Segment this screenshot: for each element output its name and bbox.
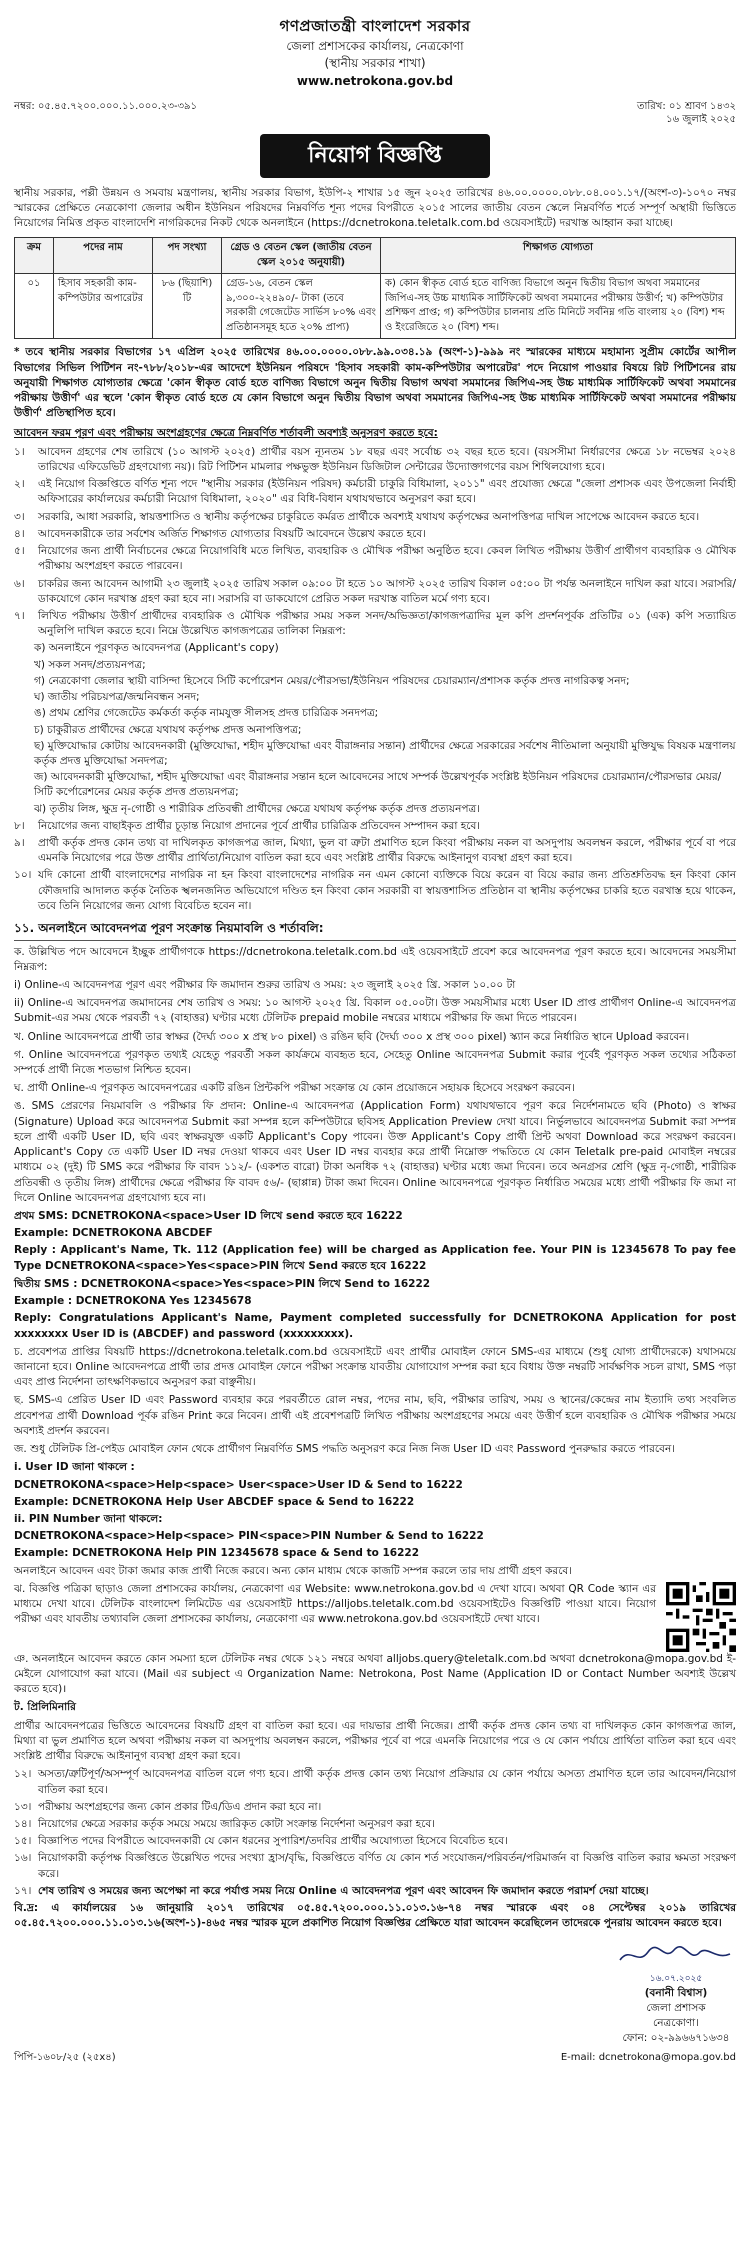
online-step-i: ঝ. বিজ্ঞপ্তি পত্রিকা ছাড়াও জেলা প্রশাসকের কার্যালয়, নেত্রকোণা এর Website: www.netrokona.gov.bd এ দেখা যাবে। অথবা QR Code স্ক্যান এর মাধ্যমে দেখা যাবে। টেলিটক বাংলাদেশ লিমিটেড এর ওয়েবসাইট https://alljobs.teletalk.com.bd ওয়েবসাইটেও বিজ্ঞপ্তিটি পাওয়া যাবে। নিয়োগ পরীক্ষা এবং যাবতীয় তথ্যাবলি জেলা প্রশাসকের কার্যালয়, নেত্রকোণা এর www.netrokona.gov.bd ওয়েবসাইটে দেখা যাবে।: [14, 1582, 656, 1626]
list-item: [14, 510, 736, 525]
list-item: [14, 1834, 736, 1849]
qr-code-icon[interactable]: [666, 1582, 736, 1652]
footer-row: [14, 2051, 736, 2066]
cell-post: হিসাব সহকারী কাম-কম্পিউটার অপারেটর: [54, 274, 153, 339]
after-sms-note: অনলাইনে আবেদন এবং টাকা জমার কাজ প্রার্থী নিজে করবে। অন্য কোন মাধ্যম থেকে কাজটি সম্পন্ন করলে তার দায় প্রার্থী গ্রহণ করবে।: [14, 1564, 573, 1577]
item-text: আবেদন গ্রহণের শেষ তারিখে (১০ আগস্ট ২০২৫) প্রার্থীর বয়স ন্যূনতম ১৮ বছর এবং সর্বোচ্চ ৩২ বছর হতে হবে। (বয়সসীমা নির্ধারণের ক্ষেত্রে ১৮ নভেম্বর ২০২৪ তারিখের এফিডেভিট গ্রহণযোগ্য নয়)। রিট পিটিশন মামলার পক্ষভুক্ত ইউনিয়ন ডিজিটাল সেন্টারের উদ্যোক্তাগণের বয়স শিথিলযোগ্য হবে।: [38, 445, 736, 473]
online-step-b: খ. Online আবেদনপত্রে প্রার্থী তার স্বাক্ষর (দৈর্ঘ্য ৩০০ x প্রস্থ ৮০ pixel) ও রঙিন ছবি (দৈর্ঘ্য ৩০০ x প্রস্থ ৩০০ pixel) স্ক্যান করে নির্ধারিত স্থানে Upload করবেন।: [14, 1030, 690, 1043]
item-text: নিয়োগের ক্ষেত্রে সরকার কর্তৃক সময়ে সময়ে জারিকৃত কোটা সংক্রান্ত নির্দেশনা অনুসরণ করা হবে।: [38, 1818, 435, 1831]
lost-user-example: Example: DCNETROKONA Help User ABCDEF space & Send to 16222: [14, 1495, 415, 1508]
item-text: পরীক্ষায় অংশগ্রহণের জন্য কোন প্রকার টিএ/ডিএ প্রদান করা হবে না।: [38, 1800, 322, 1813]
signatory-office: নেত্রকোণা।: [652, 2017, 699, 2030]
col-count: পদ সংখ্যা: [153, 238, 222, 274]
document-item: খ) সকল সনদ/প্রত্যয়নপত্র;: [34, 658, 146, 671]
item-text: শেষ তারিখ ও সময়ের জন্য অপেক্ষা না করে পর্যাপ্ত সময় নিয়ে Online এ আবেদনপত্র পূরণ এবং আবেদন ফি জমাদান করতে পরামর্শ দেয়া যাচ্ছে।: [38, 1884, 649, 1897]
sms1-reply: Reply : Applicant's Name, Tk. 112 (Application fee) will be charged as Application fee. Your PIN is 12345678 To pay fee Type DCNETROKONA<space>Yes<space>PIN লিখে Send করতে হবে 16222: [14, 1244, 736, 1272]
list-item: [14, 445, 736, 475]
item-text: লিখিত পরীক্ষায় উত্তীর্ণ প্রার্থীদের ব্যবহারিক ও মৌখিক পরীক্ষার সময় সকল সনদ/অভিজ্ঞতা/কাগজপত্রাদির মূল কপি প্রদর্শনপূর্বক প্রতিটির ০১ (এক) কপি সত্যায়িত অনুলিপি দাখিল করতে হবে। নিম্নে উল্লেখিত কাগজপত্রের তালিকা নিম্নরূপ:: [38, 609, 736, 638]
online-step-k-title: ট. প্রিলিমিনারি: [14, 1701, 76, 1714]
item-text: এই নিয়োগ বিজ্ঞপ্তিতে বর্ণিত শূন্য পদে "স্থানীয় সরকার (ইউনিয়ন পরিষদ) কর্মচারী চাকুরি বিধিমালা, ২০১১" এবং প্রযোজ্য ক্ষেত্রে "জেলা প্রশাসক এবং উপজেলা নির্বাহী অফিসারের কার্যালয়ের কর্মচারী নিয়োগ বিধিমালা, ২০২০" এর বিধি-বিধান যথাযথভাবে অনুসরণ করা হবে।: [38, 478, 736, 506]
item-number: ৮।: [14, 819, 25, 832]
item-number: ১৩।: [14, 1800, 32, 1813]
conditions-title: আবেদন ফরম পূরণ এবং পরীক্ষায় অংশগ্রহণের ক্ষেত্রে নিম্নবর্ণিত শর্তাবলী অবশ্যই অনুসরণ করতে হবে:: [14, 426, 438, 439]
memo-number: নম্বর: ০৫.৪৫.৭২০০.০০০.১১.০০০.২৩-৩৯১: [14, 100, 198, 112]
item-text: বিজ্ঞাপিত পদের বিপরীতে আবেদনকারী যে কোন ধরনের সুপারিশ/তদবির প্রার্থীর অযোগ্যতা হিসেবে বিবেচিত হবে।: [38, 1835, 508, 1848]
posts-table: [14, 237, 736, 339]
item-text: অসত্য/ত্রুটিপূর্ণ/অসম্পূর্ণ আবেদনপত্র বাতিল বলে গণ্য হবে। প্রার্থী কর্তৃক প্রদত্ত কোন তথ্য নিয়োগ প্রক্রিয়ার যে কোন পর্যায়ে অসত্য প্রমাণিত হলে তার আবেদন/নিয়োগ বাতিল করা হবে।: [38, 1768, 736, 1796]
item-number: ১।: [14, 445, 25, 458]
signatory-phone: ফোন: ০২-৯৯৬৬৭১৬৩৪: [622, 2032, 730, 2045]
memo-row: [14, 100, 736, 126]
signature-date: ১৬.০৭.২০২৫: [649, 1973, 703, 1984]
document-item: জ) আবেদনকারী মুক্তিযোদ্ধা, শহীদ মুক্তিযোদ্ধা এবং বীরাঙ্গনার সন্তান হলে আবেদনের সাথে সম্পর্ক উল্লেখপূর্বক সংশ্লিষ্ট ইউনিয়ন পরিষদের চেয়ারম্যান/পৌরসভার মেয়র/সিটি কর্পোরেশনের মেয়র কর্তৃক প্রদত্ত প্রত্যয়নপত্র;: [34, 771, 722, 799]
online-section-heading: ১১. অনলাইনে আবেদনপত্র পূরণ সংক্রান্ত নিয়মাবলি ও শর্তাবলি:: [14, 920, 736, 940]
item-text: সরকারি, আধা সরকারি, স্বায়ত্তশাসিত ও স্থানীয় কর্তৃপক্ষের চাকুরিতে কর্মরত প্রার্থীকে অবশ্যই যথাযথ কর্তৃপক্ষের অনাপত্তিপত্র দাখিল সাপেক্ষে আবেদন করতে হবে।: [38, 510, 700, 523]
online-step-k: প্রার্থীর আবেদনপত্রের ভিত্তিতে আবেদনের বিষয়টি গ্রহণ বা বাতিল করা হবে। এর দায়ভার প্রার্থী নিজের। প্রার্থী কর্তৃক প্রদত্ত কোন তথ্য বা দাখিলকৃত কোন কাগজপত্র জাল, মিথ্যা বা ভুল প্রমাণিত হলে অথবা পরীক্ষায় নকল বা অসদুপায় অবলম্বন করলে, পরীক্ষার পূর্বে বা পরে এমনকি নিয়োগের পরে ও যে কোন পর্যায়ে প্রার্থিতা বাতিল করা হবে এবং সংশ্লিষ্ট প্রার্থীর বিরুদ্ধে আইনানুগ ব্যবস্থা গ্রহণ করা হবে।: [14, 1719, 736, 1763]
date-label: তারিখ:: [636, 100, 666, 112]
col-serial: ক্রম: [15, 238, 54, 274]
table-header-row: [15, 238, 736, 274]
signature-scribble-icon: [616, 1942, 736, 1968]
document-item: চ) চাকুরীরত প্রার্থীদের ক্ষেত্রে যথাযথ কর্তৃপক্ষ প্রদত্ত অনাপত্তিপত্র;: [34, 723, 302, 736]
document-item: ঝ) তৃতীয় লিঙ্গ, ক্ষুদ্র নৃ-গোষ্ঠী ও শারীরিক প্রতিবন্ধী প্রার্থীদের ক্ষেত্রে যথাযথ কর্তৃপক্ষ কর্তৃক প্রদত্ত প্রত্যয়নপত্র।: [34, 802, 480, 815]
list-item: [14, 836, 736, 866]
sms2-example: Example : DCNETROKONA Yes 12345678: [14, 1295, 252, 1308]
sms2-reply: Reply: Congratulations Applicant's Name, Payment completed successfully for DCNETROKONA Application for post xxxxxxxx User ID is (ABCDEF) and password (xxxxxxxxx).: [14, 1312, 736, 1340]
item-number: ১৭।: [14, 1884, 32, 1897]
table-row: [15, 274, 736, 339]
lost-user-label: i. User ID জানা থাকলে :: [14, 1461, 135, 1474]
sms2-instruction: দ্বিতীয় SMS : DCNETROKONA<space>Yes<space>PIN লিখে Send to 16222: [14, 1277, 431, 1290]
signature-row: [14, 1942, 736, 2047]
list-item: [14, 1851, 736, 1881]
govt-title: গণপ্রজাতন্ত্রী বাংলাদেশ সরকার: [279, 17, 471, 35]
cell-serial: ০১: [15, 274, 54, 339]
item-number: ৪।: [14, 527, 25, 540]
date-english: ১৬ জুলাই ২০২৫: [666, 113, 736, 125]
intro-paragraph: স্থানীয় সরকার, পল্লী উন্নয়ন ও সমবায় মন্ত্রণালয়, স্থানীয় সরকার বিভাগ, ইউপি-২ শাখার ১৫ জুন ২০২৫ তারিখের ৪৬.০০.০০০০.০৮৮.০৪.০০১.১৭/(অংশ-৩)-১০৭০ নম্বর স্মারকের প্রেক্ষিতে নেত্রকোণা জেলার অধীন ইউনিয়ন পরিষদের নিম্নবর্ণিত শূন্য পদের বিপরীতে ২০১৫ সালের জাতীয় বেতন স্কেলে নিম্নবর্ণিত শর্তে সম্পূর্ণ অস্থায়ী ভিত্তিতে নিয়োগের নিমিত্ত প্রকৃত বাংলাদেশি নাগরিকদের নিকট থেকে অনলাইনে (https://dcnetrokona.teletalk.com.bd ওয়েবসাইটে) দরখাস্ত আহ্বান করা যাচ্ছে।: [14, 186, 736, 230]
item-text: নিয়োগের জন্য প্রার্থী নির্বাচনের ক্ষেত্রে নিয়োগবিধি মতে লিখিত, ব্যবহারিক ও মৌখিক পরীক্ষা অনুষ্ঠিত হবে। কেবল লিখিত পরীক্ষায় উত্তীর্ণ প্রার্থীগণ ব্যবহারিক ও মৌখিক পরীক্ষায় অংশগ্রহণ করতে পারবেন।: [38, 545, 736, 573]
final-note: বি.দ্র: এ কার্যালয়ের ১৬ জানুয়ারি ২০১৭ তারিখের ০৫.৪৫.৭২০০.০০০.১১.০১৩.১৬-৭৪ নম্বর স্মারকে এবং ০৪ সেপ্টেম্বর ২০১৯ তারিখের ০৫.৪৫.৭২০০.০০০.১১.০১৩.১৬(অংশ-১)-৪৬৫ নম্বর স্মারক মূলে প্রকাশিত নিয়োগ বিজ্ঞপ্তির প্রেক্ষিতে যারা আবেদন করেছিলেন তাদেরকে পুনরায় আবেদন করতে হবে।: [14, 1902, 736, 1930]
document-item: ক) অনলাইনে পূরণকৃত আবেদনপত্র (Applicant's copy): [34, 642, 279, 655]
list-item: [14, 577, 736, 607]
lost-pin-label: ii. PIN Number জানা থাকলে:: [14, 1512, 163, 1525]
signature-block: [616, 1942, 736, 2047]
print-code: পিপি-১৬০৮/২৫ (২৫x৪): [14, 2051, 116, 2063]
item-number: ১৪।: [14, 1818, 32, 1831]
item-number: ৬।: [14, 577, 25, 590]
list-item: [14, 477, 736, 507]
cell-count: ৮৬ (ছিয়াশি) টি: [153, 274, 222, 339]
item-number: ৩।: [14, 510, 25, 523]
signatory-designation: জেলা প্রশাসক: [646, 2002, 706, 2015]
list-item: [14, 868, 736, 914]
court-order-note: * তবে স্থানীয় সরকার বিভাগের ১৭ এপ্রিল ২০২৫ তারিখের ৪৬.০০.০০০০.০৮৮.৯৯.০৩৪.১৯ (অংশ-১)-৯৯৯ নং স্মারকের মাধ্যমে মহামান্য সুপ্রীম কোর্টের আপীল বিভাগের সিভিল পিটিশন নং-৭৮৮/২০১৮-এর আদেশে ইউনিয়ন পরিষদে 'হিসাব সহকারী কাম-কম্পিউটার অপারেটর' পদে নিয়োগ পাওয়ার বিষয়ে রিট পিটিশনের রায় অনুযায়ী শিক্ষাগত যোগ্যতার ক্ষেত্রে 'কোন স্বীকৃত বোর্ড হতে বাণিজ্য বিভাগে অনুন দ্বিতীয় বিভাগ অথবা সমমানের জিপিএ-সহ উচ্চ মাধ্যমিক সার্টিফিকেট অথবা সমমানের পরীক্ষায় উত্তীর্ণ' এর স্থলে 'কোন স্বীকৃত বোর্ড হতে যে কোন বিভাগে অনুন দ্বিতীয় বিভাগ অথবা সমমানের জিপিএ-সহ উচ্চ মাধ্যমিক সার্টিফিকেট অথবা সমমানের পরীক্ষায় উত্তীর্ণ' প্রতিস্থাপিত হবে।: [14, 346, 736, 420]
sms1-example: Example: DCNETROKONA ABCDEF: [14, 1227, 213, 1240]
qr-row: [14, 1582, 736, 1652]
col-qualification: শিক্ষাগত যোগ্যতা: [381, 238, 736, 274]
title-wrap: [14, 134, 736, 178]
conditions-list-final: [14, 1767, 736, 1899]
contact-email[interactable]: E-mail: dcnetrokona@mopa.gov.bd: [560, 2051, 736, 2063]
documents-list: [34, 641, 736, 816]
item-number: ২।: [14, 478, 25, 491]
lost-pin-sms: DCNETROKONA<space>Help<space> PIN<space>PIN Number & Send to 16222: [14, 1530, 484, 1543]
online-application-section: [14, 920, 736, 1764]
list-item: [14, 1800, 736, 1815]
list-item: [14, 1767, 736, 1797]
online-step-h: জ. শুধু টেলিটক প্রি-পেইড মোবাইল ফোন থেকে প্রার্থীগণ নিম্নবর্ণিত SMS পদ্ধতি অনুসরণ করে নিজ নিজ User ID এবং Password পুনরুদ্ধার করতে পারবেন।: [14, 1443, 675, 1456]
memo-date: [637, 100, 736, 126]
online-step-d: ঘ. প্রার্থী Online-এ পূরণকৃত আবেদনপত্রের একটি রঙিন প্রিন্টকপি পরীক্ষা সংক্রান্ত যে কোন প্রয়োজনে সহায়ক হিসেবে সংরক্ষণ করবেন।: [14, 1082, 575, 1095]
item-text: নিয়োগকারী কর্তৃপক্ষ বিজ্ঞপ্তিতে উল্লেখিত পদের সংখ্যা হ্রাস/বৃদ্ধি, বিজ্ঞপ্তিতে বর্ণিত যে কোন শর্ত সংযোজন/পরিবর্তন/পরিমার্জন বা বিজ্ঞপ্তি বাতিল করার ক্ষমতা সংরক্ষণ করে।: [38, 1852, 736, 1880]
online-step-g: ছ. SMS-এ প্রেরিত User ID এবং Password ব্যবহার করে পরবর্তীতে রোল নম্বর, পদের নাম, ছবি, পরীক্ষার তারিখ, সময় ও স্থানের/কেন্দ্রের নাম ইত্যাদি তথ্য সংবলিত প্রবেশপত্র প্রার্থী Download পূর্বক রঙিন Print করে নিবেন। প্রার্থী এই প্রবেশপত্রটি লিখিত পরীক্ষায় অংশগ্রহণের সময়ে এবং উত্তীর্ণ হলে ব্যবহারিক ও মৌখিক পরীক্ষার সময়ে অবশ্যই প্রদর্শন করবেন।: [14, 1394, 736, 1437]
office-name: জেলা প্রশাসকের কার্যালয়, নেত্রকোণা: [286, 38, 464, 53]
list-item: [14, 544, 736, 574]
conditions-list: [14, 445, 736, 640]
cell-qualification: ক) কোন স্বীকৃত বোর্ড হতে বাণিজ্য বিভাগে অনুন দ্বিতীয় বিভাগ অথবা সমমানের জিপিএ-সহ উচ্চ মাধ্যমিক সার্টিফিকেট অথবা সমমানের পরীক্ষায় উত্তীর্ণ; খ) কম্পিউটার প্রশিক্ষণ প্রাপ্ত; গ) কম্পিউটার চালনায় প্রতি মিনিটে সর্বনিম্ন গতি বাংলায় ২০ (বিশ) শব্দ ও ইংরেজিতে ২০ (বিশ) শব্দ।: [381, 274, 736, 339]
online-step-a1: i) Online-এ আবেদনপত্র পূরণ এবং পরীক্ষার ফি জমাদান শুরুর তারিখ ও সময়: ২৩ জুলাই ২০২৫ খ্রি. সকাল ১০.০০ টা: [14, 978, 516, 991]
sms1-instruction: প্রথম SMS: DCNETROKONA<space>User ID লিখে send করতে হবে 16222: [14, 1210, 403, 1223]
online-step-f: চ. প্রবেশপত্র প্রাপ্তির বিষয়টি https://dcnetrokona.teletalk.com.bd ওয়েবসাইটে এবং প্রার্থীর মোবাইল ফোনে SMS-এর মাধ্যমে (শুধু যোগ্য প্রার্থীদেরকে) যথাসময়ে জানানো হবে। Online আবেদনপত্রে প্রার্থী তার প্রদত্ত মোবাইল ফোনে পরীক্ষা সংক্রান্ত যাবতীয় যোগাযোগ সম্পন্ন করা হবে বিধায় উক্ত নম্বরটি সার্বক্ষণিক সচল রাখা, SMS পড়া এবং প্রাপ্ত নির্দেশনা তাৎক্ষণিকভাবে অনুসরণ করা বাঞ্ছনীয়।: [14, 1345, 736, 1389]
item-text: আবেদনকারীকে তার সর্বশেষ অর্জিত শিক্ষাগত যোগ্যতার বিষয়টি আবেদনে উল্লেখ করতে হবে।: [38, 527, 426, 540]
item-number: ৫।: [14, 545, 25, 558]
office-website[interactable]: www.netrokona.gov.bd: [296, 73, 454, 88]
online-step-a: ক. উল্লিখিত পদে আবেদনে ইচ্ছুক প্রার্থীগণকে https://dcnetrokona.teletalk.com.bd এই ওয়েবসাইটে প্রবেশ করে আবেদনপত্র পূরণ করতে হবে। আবেদনের সময়সীমা নিম্নরূপ:: [14, 945, 736, 973]
signatory-name: (বনানী বিশ্বাস): [644, 1986, 708, 1999]
branch-name: (স্থানীয় সরকার শাখা): [324, 56, 426, 71]
item-text: প্রার্থী কর্তৃক প্রদত্ত কোন তথ্য বা দাখিলকৃত কাগজপত্র জাল, মিথ্যা, ভুল বা ত্রুটা প্রমাণিত হলে কিংবা পরীক্ষায় নকল বা অসদুপায় অবলম্বন করলে, পরীক্ষার পূর্বে বা পরে এমনকি নিয়োগের পরে উক্ত প্রার্থীর প্রার্থিতা/নিয়োগ বাতিল করা হবে এবং সংশ্লিষ্ট প্রার্থীর বিরুদ্ধে আইনানুগ ব্যবস্থা গ্রহণ করা হবে।: [38, 837, 736, 865]
col-grade: গ্রেড ও বেতন স্কেল (জাতীয় বেতন স্কেল ২০১৫ অনুযায়ী): [222, 238, 381, 274]
conditions-list-continued: [14, 819, 736, 914]
document-item: ঘ) জাতীয় পরিচয়পত্র/জন্মনিবন্ধন সনদ;: [34, 691, 200, 704]
item-number: ১৬।: [14, 1852, 32, 1865]
date-bangla: ০১ শ্রাবণ ১৪৩২: [668, 100, 736, 112]
lost-user-sms: DCNETROKONA<space>Help<space> User<space>User ID & Send to 16222: [14, 1478, 463, 1491]
document-item: ঙ) প্রথম শ্রেণির গেজেটেড কর্মকর্তা কর্তৃক নামযুক্ত সীলসহ প্রদত্ত চারিত্রিক সনদপত্র;: [34, 707, 379, 720]
item-text: চাকরির জন্য আবেদন আগামী ২৩ জুলাই ২০২৫ তারিখ সকাল ০৯:০০ টা হতে ১০ আগস্ট ২০২৫ তারিখ বিকাল ০৫:০০ টা পর্যন্ত অনলাইনে দাখিল করা যাবে। সরাসরি/ডাকযোগে কোন দরখাস্ত গ্রহণ করা হবে না। সরাসরি বা ডাকযোগে প্রেরিত সকল দরখাস্ত বাতিল মর্মে গণ্য হবে।: [38, 577, 736, 605]
list-item: [14, 1817, 736, 1832]
cell-grade: গ্রেড-১৬, বেতন স্কেল ৯,৩০০-২২৪৯০/- টাকা (তবে সরকারী গেজেটেড সার্ভিস ৮০% এবং প্রতিষ্ঠানসমূহ হতে ২০% প্রাপ্য): [222, 274, 381, 339]
item-number: ৭।: [14, 609, 25, 622]
list-item: [14, 1884, 736, 1899]
item-text: নিয়োগের জন্য বাছাইকৃত প্রার্থীর চূড়ান্ত নিয়োগ প্রদানের পূর্বে প্রার্থীর চারিত্রিক প্রতিবেদন সম্পাদন করা হবে।: [38, 819, 481, 832]
document-item: গ) নেত্রকোণা জেলার স্থায়ী বাসিন্দা হিসেবে সিটি কর্পোরেশন মেয়র/পৌরসভা/ইউনিয়ন পরিষদের চেয়ারম্যান/প্রশাসক কর্তৃক প্রদত্ত নাগরিকত্ব সনদ;: [34, 674, 630, 687]
online-step-c: গ. Online আবেদনপত্রে পূরণকৃত তথ্যই যেহেতু পরবর্তী সকল কার্যক্রমে ব্যবহৃত হবে, সেহেতু Online আবেদনপত্র Submit করার পূর্বেই পূরণকৃত সকল তথ্যের সঠিকতা সম্পর্কে প্রার্থী নিজে শতভাগ নিশ্চিত হবেন।: [14, 1048, 736, 1077]
item-number: ১২।: [14, 1768, 32, 1781]
list-item: [14, 609, 736, 639]
online-step-e: ঙ. SMS প্রেরণের নিয়মাবলি ও পরীক্ষার ফি প্রদান: Online-এ আবেদনপত্র (Application Form) যথাযথভাবে পূরণ করে নির্দেশনামতে ছবি (Photo) ও স্বাক্ষর (Signature) Upload করে আবেদনপত্র Submit করা সম্পন্ন হলে কম্পিউটারে ছবিসহ Application Preview দেখা যাবে। নির্ভুলভাবে আবেদনপত্র Submit করা সম্পন্ন হলে প্রার্থী একটি User ID, ছবি এবং স্বাক্ষরযুক্ত একটি Applicant's Copy পাবেন। উক্ত Applicant's Copy প্রার্থী প্রিন্ট অথবা Download করে সংরক্ষণ করবেন। Applicant's Copy তে একটি User ID নম্বর দেওয়া থাকবে এবং User ID নম্বর ব্যবহার করে প্রার্থী নিম্নোক্ত পদ্ধতিতে যে কোন Teletalk pre-paid মোবাইল নম্বরের মাধ্যমে ০২ (দুই) টি SMS করে পরীক্ষার ফি বাবদ ১১২/- (একশত বারো) টাকা অনধিক ৭২ (বাহাত্তর) ঘণ্টার মধ্যে জমা দিবেন। তবে অনগ্রসর শ্রেণি (ক্ষুদ্র নৃ-গোষ্ঠী, শারীরিক প্রতিবন্ধী ও তৃতীয় লিঙ্গ) প্রার্থীদের ক্ষেত্রে পরীক্ষার ফি বাবদ ৫৬/- (ছাপ্পান্ন) টাকা জমা দিবেন। Online আবেদনপত্রে পূরণকৃত নির্ধারিত সময়ের মধ্যে প্রার্থী পরীক্ষার ফি জমা না দিলে Online আবেদনপত্র গ্রহণযোগ্য হবে না।: [14, 1100, 736, 1204]
online-step-a2: ii) Online-এ আবেদনপত্র জমাদানের শেষ তারিখ ও সময়: ১০ আগস্ট ২০২৫ খ্রি. বিকাল ০৫.০০টা। উক্ত সময়সীমার মধ্যে User ID প্রাপ্ত প্রার্থীগণ Online-এ আবেদনপত্র Submit-এর সময় থেকে পরবর্তী ৭২ (বাহাত্তর) ঘণ্টার মধ্যে টেলিটক prepaid mobile নম্বরের মাধ্যমে পরীক্ষার ফি জমা দিতে পারবেন।: [14, 997, 736, 1025]
item-number: ১০।: [14, 869, 32, 882]
item-number: ৯।: [14, 837, 25, 850]
list-item: [14, 819, 736, 834]
letterhead: [14, 0, 736, 90]
item-text: যদি কোনো প্রার্থী বাংলাদেশের নাগরিক না হন কিংবা বাংলাদেশের নাগরিক নন এমন কোনো ব্যক্তিকে বিয়ে করেন বা বিয়ে করার জন্য প্রতিশ্রুতিবদ্ধ হন কিংবা কোন ফৌজদারি আদালত কর্তৃক নৈতিক স্খলনজনিত অভিযোগে দণ্ডিত হন কিংবা কোন সরকারী বা স্বায়ত্তশাসিত প্রতিষ্ঠান বা স্থানীয় কর্তৃপক্ষের চাকরি হতে বরখাস্ত হয়ে থাকেন, তবে তিনি নিয়োগের জন্য যোগ্য বিবেচিত হবেন না।: [38, 869, 736, 912]
item-number: ১৫।: [14, 1835, 32, 1848]
col-post: পদের নাম: [54, 238, 153, 274]
notice-title: নিয়োগ বিজ্ঞপ্তি: [260, 134, 490, 178]
list-item: [14, 527, 736, 542]
online-step-j: ঞ. অনলাইনে আবেদন করতে কোন সমস্যা হলে টেলিটক নম্বর থেকে ১২১ নম্বরে অথবা alljobs.query@teletalk.com.bd অথবা dcnetrokona@mopa.gov.bd ই-মেইলে যোগাযোগ করা যাবে। (Mail এর subject এ Organization Name: Netrokona, Post Name (Application ID or Contact Number অবশ্যই উল্লেখ করতে হবে)।: [14, 1652, 736, 1696]
document-item: ছ) মুক্তিযোদ্ধার কোটায় আবেদনকারী (মুক্তিযোদ্ধা, শহীদ মুক্তিযোদ্ধা এবং বীরাঙ্গনার সন্তান) প্রার্থীদের ক্ষেত্রে সরকারের সর্বশেষ নীতিমালা অনুযায়ী মুক্তিযুদ্ধ বিষয়ক মন্ত্রণালয় কর্তৃক প্রদত্ত মুক্তিযোদ্ধা সনদপত্র;: [34, 739, 736, 767]
lost-pin-example: Example: DCNETROKONA Help PIN 12345678 space & Send to 16222: [14, 1547, 420, 1560]
